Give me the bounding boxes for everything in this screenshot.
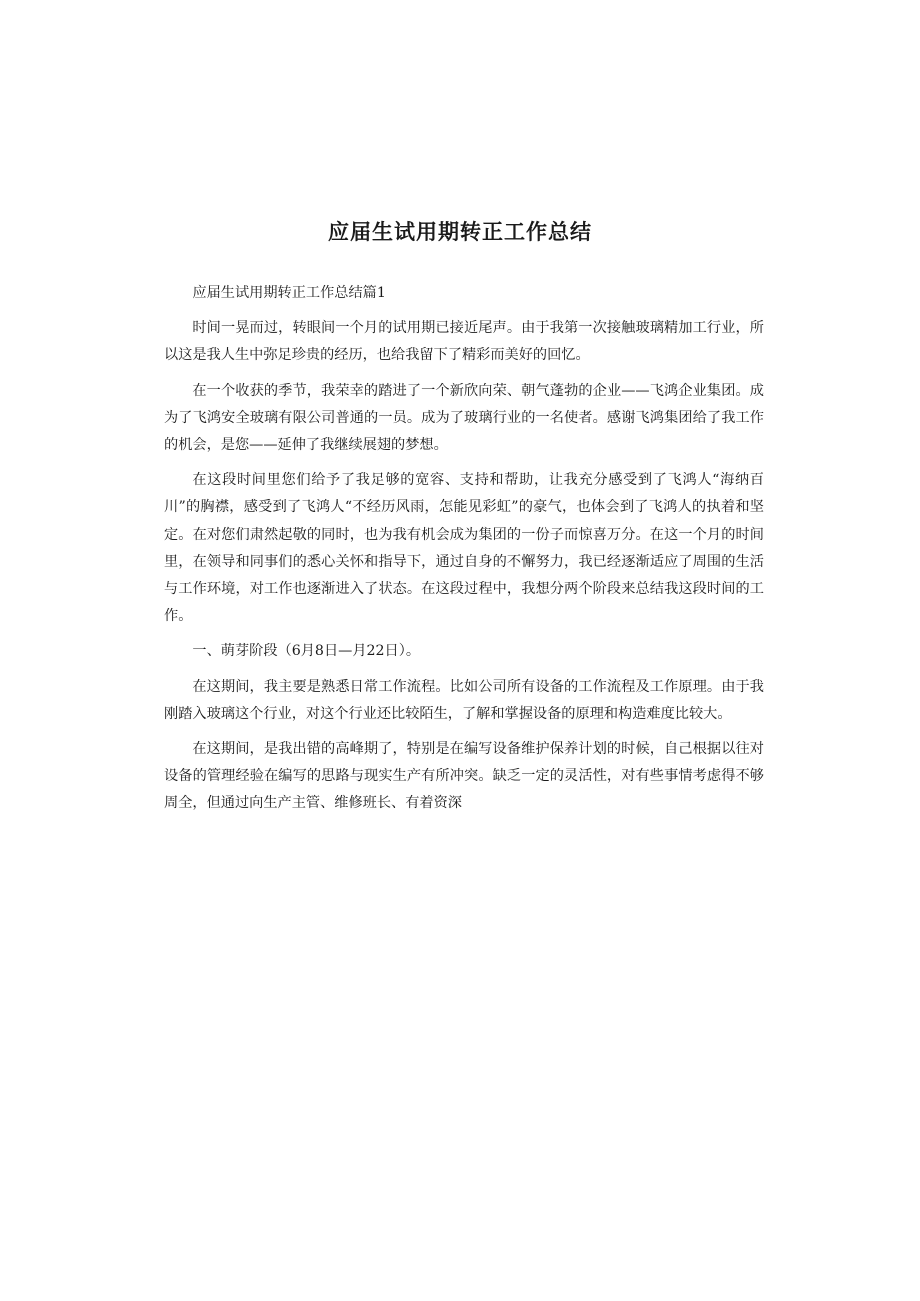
paragraph-5: 在这期间，是我出错的高峰期了，特别是在编写设备维护保养计划的时候，自己根据以往对设备的管理经验在编写的思路与现实生产有所冲突。缺乏一定的灵活性，对有些事情考虑得不够周全，但通过向生产主管、维修班长、有着资深	[164, 741, 764, 812]
paragraph-4: 在这期间，我主要是熟悉日常工作流程。比如公司所有设备的工作流程及工作原理。由于我刚踏入玻璃这个行业，对这个行业还比较陌生，了解和掌握设备的原理和构造难度比较大。	[164, 678, 764, 722]
section-heading: 应届生试用期转正工作总结篇1	[192, 285, 386, 301]
document-body	[164, 280, 764, 826]
stage-heading: 一、萌芽阶段（6月8日—月22日）。	[192, 643, 421, 660]
paragraph-3: 在这段时间里您们给予了我足够的宽容、支持和帮助，让我充分感受到了飞鸿人“海纳百川”的胸襟，感受到了飞鸿人“不经历风雨，怎能见彩虹”的豪气，也体会到了飞鸿人的执着和坚定。在对您们肃然起敬的同时，也为我有机会成为集团的一份子而惊喜万分。在这一个月的时间里，在领导和同事们的悉心关怀和指导下，通过自身的不懈努力，我已经逐渐适应了周围的生活与工作环境，对工作也逐渐进入了状态。在这段过程中，我想分两个阶段来总结我这段时间的工作。	[164, 472, 764, 625]
paragraph-2: 在一个收获的季节，我荣幸的踏进了一个新欣向荣、朝气蓬勃的企业——飞鸿企业集团。成为了飞鸿安全玻璃有限公司普通的一员。成为了玻璃行业的一名使者。感谢飞鸿集团给了我工作的机会，是您——延伸了我继续展翅的梦想。	[164, 382, 764, 454]
paragraph-1: 时间一晃而过，转眼间一个月的试用期已接近尾声。由于我第一次接触玻璃精加工行业，所以这是我人生中弥足珍贵的经历，也给我留下了精彩而美好的回忆。	[164, 320, 764, 364]
document-title: 应届生试用期转正工作总结	[328, 220, 592, 244]
